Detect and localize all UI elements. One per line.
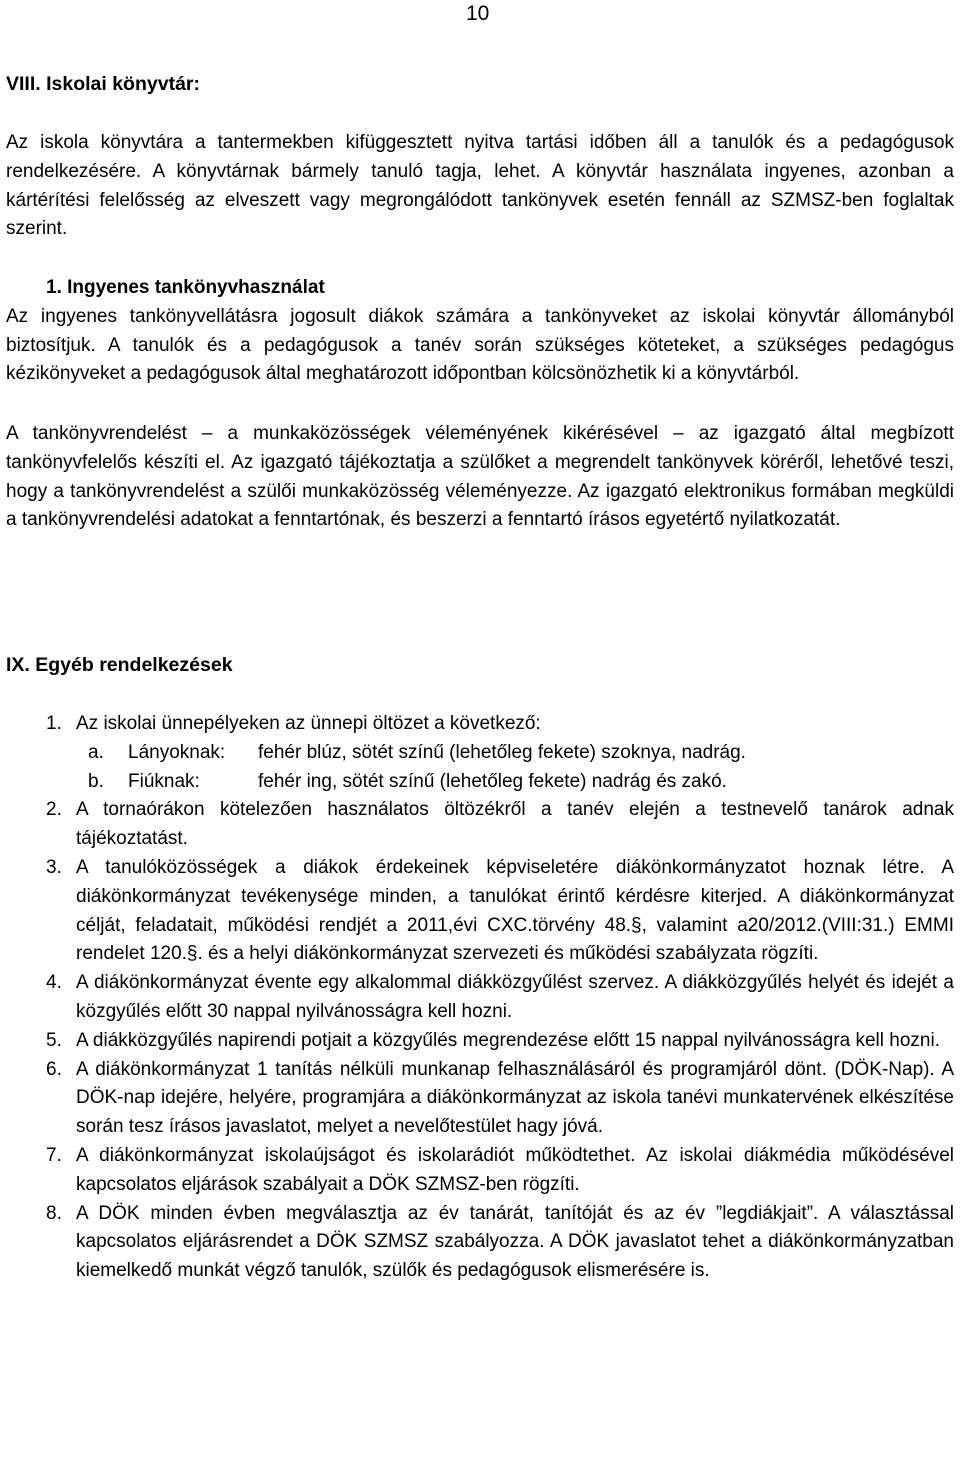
provision-number: 3. (46, 856, 62, 878)
dress-code-item (6, 739, 954, 768)
textbook-order-paragraph: A tankönyvrendelést – a munkaközösségek véleményének kikérésével – az igazgató által megbízott tankönyvfelelős készíti el. Az igazgató tájékoztatja a szülőket a megrendelt tankönyvek köréről, lehetővé teszi, hogy a tankönyvrendelést a szülői munkaközösség véleményezze. Az igazgató elektronikus formában megküldi a tankönyvrendelési adatokat a fenntartónak, és beszerzi a fenntartó írásos egyetértő nyilatkozatát. (6, 423, 954, 531)
dress-code-description: fehér blúz, sötét színű (lehetőleg fekete) szoknya, nadrág. (258, 741, 746, 763)
provision-item (6, 1200, 954, 1286)
provision-item (6, 1056, 954, 1142)
library-intro-paragraph: Az iskola könyvtára a tantermekben kifüggesztett nyitva tartási időben áll a tanulók és a pedagógusok rendelkezésére. A könyvtárnak bármely tanuló tagja, lehet. A könyvtár használata ingyenes, azonban a kártérítési felelősség az elveszett vagy megrongálódott tankönyvek esetén fennáll az SZMSZ-ben foglaltak szerint. (6, 132, 954, 240)
provision-text: Az iskolai ünnepélyeken az ünnepi öltözet a következő: (76, 713, 541, 734)
provision-item (6, 1027, 954, 1056)
dress-code-item (6, 768, 954, 797)
provision-number: 4. (46, 972, 62, 994)
provision-item (6, 969, 954, 1027)
dress-code-group: Fiúknak: (128, 770, 200, 792)
provision-number: 7. (46, 1144, 62, 1166)
provision-number: 1. (46, 713, 62, 734)
provision-item (6, 1142, 954, 1200)
provision-text: A diákközgyűlés napirendi potjait a közgyűlés megrendezése előtt 15 nappal nyilvánosságra kell hozni. (76, 1029, 940, 1051)
provision-text: A diákönkormányzat 1 tanítás nélküli munkanap felhasználásáról és programjáról dönt. (DÖK-Nap). A DÖK-nap idejére, helyére, programjára a diákönkormányzat az iskola tanévi munkatervének elkészítése során tesz írásos javaslatot, melyet a nevelőtestület hagy jóvá. (76, 1058, 954, 1138)
dress-code-description: fehér ing, sötét színű (lehetőleg fekete) nadrág és zakó. (258, 770, 727, 792)
dress-code-letter: b. (88, 770, 104, 792)
provision-text: A diákönkormányzat évente egy alkalommal diákközgyűlést szervez. A diákközgyűlés helyét és idejét a közgyűlés előtt 30 nappal nyilvánosságra kell hozni. (76, 972, 954, 1022)
provision-item (6, 796, 954, 854)
provision-number: 8. (46, 1202, 62, 1224)
provision-text: A tanulóközösségek a diákok érdekeinek képviseletére diákönkormányzatot hoznak létre. A diákönkormányzat tevékenysége minden, a tanulókat érintő kérdésre kiterjed. A diákönkormányzat célját, feladatait, működési rendjét a 2011,évi CXC.törvény 48.§, valamint a20/2012.(VIII:31.) EMMI rendelet 120.§. és a helyi diákönkormányzat szervezeti és működési szabályzata rögzíti. (76, 856, 954, 965)
provision-number: 6. (46, 1058, 62, 1080)
provision-text: A tornaórákon kötelezően használatos öltözékről a tanév elején a testnevelő tanárok adnak tájékoztatást. (76, 799, 954, 850)
provision-number: 2. (46, 799, 62, 821)
provision-item (6, 710, 954, 796)
other-provisions-list (6, 710, 954, 1286)
section-ix-title: IX. Egyéb rendelkezések (6, 654, 233, 676)
provision-number: 5. (46, 1029, 62, 1051)
section-viii-title: VIII. Iskolai könyvtár: (6, 73, 200, 95)
free-textbook-heading: 1. Ingyenes tankönyvhasználat (46, 277, 325, 298)
dress-code-list (6, 739, 954, 797)
dress-code-group: Lányoknak: (128, 741, 226, 763)
provision-text: A diákönkormányzat iskolaújságot és iskolarádiót működtethet. Az iskolai diákmédia működésével kapcsolatos eljárások szabályait a DÖK SZMSZ-ben rögzíti. (76, 1144, 954, 1195)
free-textbook-section (6, 274, 954, 389)
dress-code-letter: a. (88, 741, 104, 763)
page-number: 10 (466, 2, 490, 25)
free-textbook-paragraph: Az ingyenes tankönyvellátásra jogosult diákok számára a tankönyveket az iskolai könyvtár állományból biztosítjuk. A tanulók és a pedagógusok a tanév során szükséges köteteket, a szükséges pedagógus kézikönyveket a pedagógusok által meghatározott időpontban kölcsönözhetik ki a könyvtárból. (6, 305, 954, 385)
provision-text: A DÖK minden évben megválasztja az év tanárát, tanítóját és az év ”legdiákjait”. A választással kapcsolatos eljárásrendet a DÖK SZMSZ szabályozza. A DÖK javaslatot tehet a diákönkormányzatban kiemelkedő munkát végző tanulók, szülők és pedagógusok elismerésére is. (76, 1202, 954, 1282)
provision-item (6, 854, 954, 969)
